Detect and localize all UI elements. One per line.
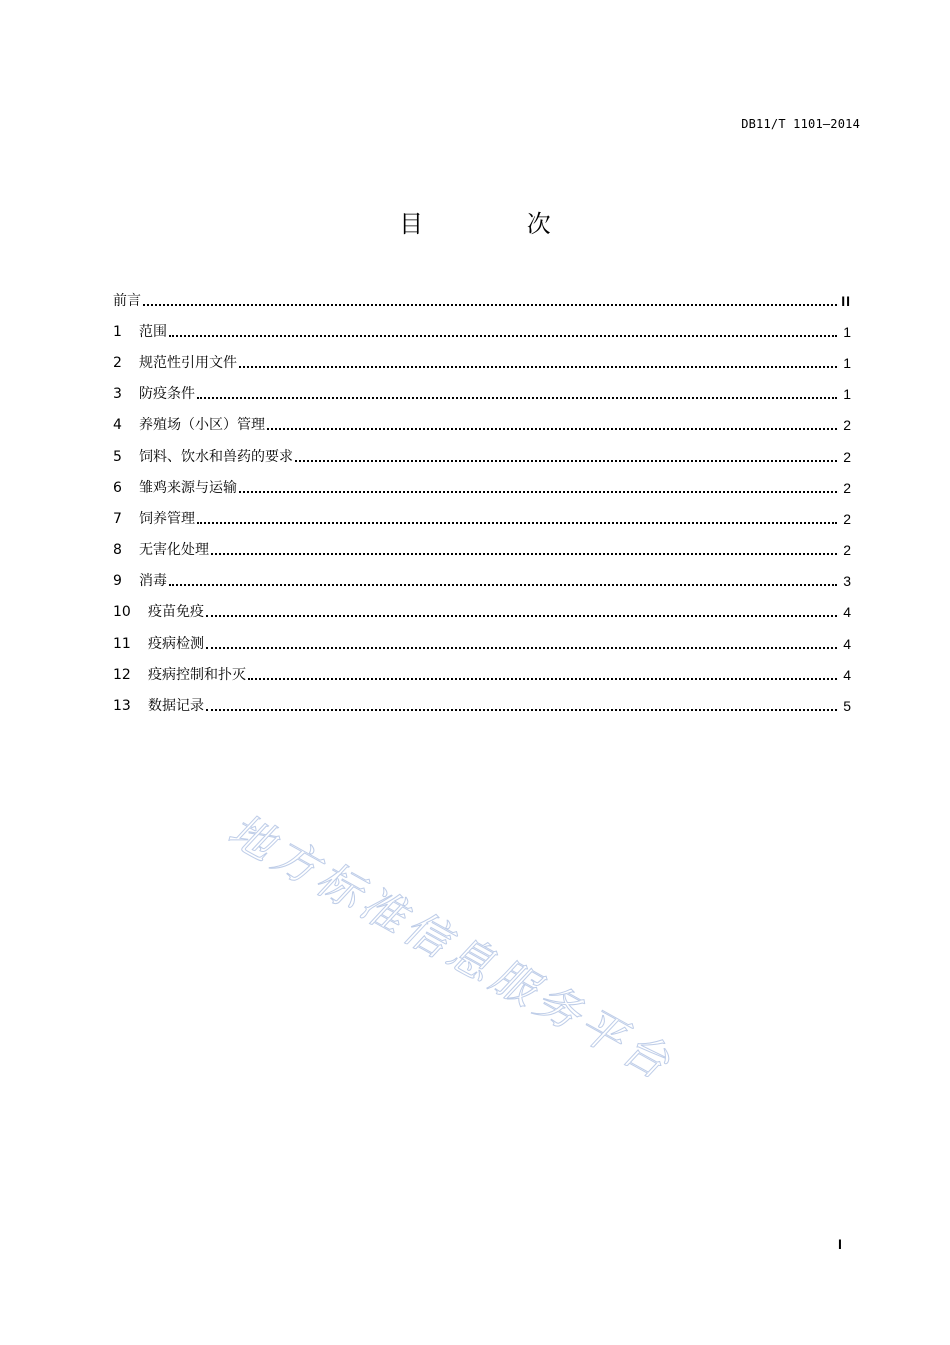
toc-entry-label: 饲养管理 — [139, 510, 195, 527]
toc-entry-number: 9 — [113, 573, 122, 590]
toc-entry-number: 4 — [113, 417, 122, 434]
toc-entry-label: 疫病控制和扑灭 — [148, 666, 246, 683]
toc-entry-label: 前言 — [113, 292, 141, 309]
page-number: I — [838, 1236, 842, 1252]
toc-entry-number: 2 — [113, 354, 122, 371]
toc-entry-label: 疫病检测 — [148, 635, 204, 652]
toc-entry-1[interactable] — [113, 316, 851, 347]
toc-dot-leader — [197, 397, 837, 399]
toc-entry-number: 11 — [113, 635, 131, 652]
toc-entry-page: 1 — [843, 354, 851, 371]
toc-entry-page: 4 — [843, 604, 851, 621]
toc-dot-leader — [295, 460, 837, 462]
toc-entry-3[interactable] — [113, 379, 851, 410]
toc-entry-page: 1 — [843, 386, 851, 403]
toc-entry-10[interactable] — [113, 597, 851, 628]
toc-entry-page: 4 — [843, 666, 851, 683]
toc-dot-leader — [169, 584, 837, 586]
toc-dot-leader — [169, 335, 837, 337]
toc-title: 目 次 — [399, 210, 599, 238]
toc-dot-leader — [248, 678, 837, 680]
toc-entry-page: II — [841, 292, 851, 309]
toc-entry-label: 数据记录 — [148, 698, 204, 715]
toc-dot-leader — [239, 366, 837, 368]
toc-entry-12[interactable] — [113, 659, 851, 690]
document-code: DB11/T 1101—2014 — [741, 117, 860, 131]
toc-entry-13[interactable] — [113, 690, 851, 721]
toc-dot-leader — [206, 615, 837, 617]
toc-entry-6[interactable] — [113, 472, 851, 503]
toc-dot-leader — [267, 428, 837, 430]
toc-entry-number: 1 — [113, 323, 122, 340]
toc-entry-number: 10 — [113, 604, 131, 621]
toc-entry-2[interactable] — [113, 347, 851, 378]
toc-entry-number: 13 — [113, 698, 131, 715]
toc-dot-leader — [239, 491, 837, 493]
toc-entry-11[interactable] — [113, 628, 851, 659]
toc-entry-label: 饲料、饮水和兽药的要求 — [139, 448, 293, 465]
toc-entry-number: 8 — [113, 542, 122, 559]
toc-entry-9[interactable] — [113, 566, 851, 597]
toc-entry-4[interactable] — [113, 410, 851, 441]
toc-entry-7[interactable] — [113, 503, 851, 534]
toc-dot-leader — [206, 647, 837, 649]
toc-entry-number: 12 — [113, 666, 131, 683]
toc-entry-label: 无害化处理 — [139, 542, 209, 559]
table-of-contents — [113, 285, 851, 722]
toc-dot-leader — [206, 709, 837, 711]
toc-entry-number: 6 — [113, 479, 122, 496]
toc-dot-leader — [197, 522, 837, 524]
toc-entry-page: 2 — [843, 479, 851, 496]
toc-entry-label: 消毒 — [139, 573, 167, 590]
toc-entry-label: 养殖场（小区）管理 — [139, 417, 265, 434]
toc-entry-page: 2 — [843, 448, 851, 465]
toc-entry-page: 5 — [843, 698, 851, 715]
toc-entry-label: 范围 — [139, 323, 167, 340]
toc-entry-label: 疫苗免疫 — [148, 604, 204, 621]
toc-entry-page: 2 — [843, 542, 851, 559]
toc-dot-leader — [143, 304, 837, 306]
toc-entry-label: 规范性引用文件 — [139, 354, 237, 371]
toc-entry-number: 7 — [113, 510, 122, 527]
toc-entry-number: 3 — [113, 386, 122, 403]
toc-entry-8[interactable] — [113, 535, 851, 566]
toc-entry-page: 3 — [843, 573, 851, 590]
toc-entry-page: 2 — [843, 417, 851, 434]
toc-entry-page: 1 — [843, 323, 851, 340]
toc-entry-foreword[interactable] — [113, 285, 851, 316]
toc-entry-label: 雏鸡来源与运输 — [139, 479, 237, 496]
toc-entry-label: 防疫条件 — [139, 386, 195, 403]
toc-entry-page: 4 — [843, 635, 851, 652]
toc-dot-leader — [211, 553, 837, 555]
toc-entry-5[interactable] — [113, 441, 851, 472]
watermark: 地方标准信息服务平台 — [219, 804, 682, 1092]
toc-entry-page: 2 — [843, 510, 851, 527]
toc-entry-number: 5 — [113, 448, 122, 465]
